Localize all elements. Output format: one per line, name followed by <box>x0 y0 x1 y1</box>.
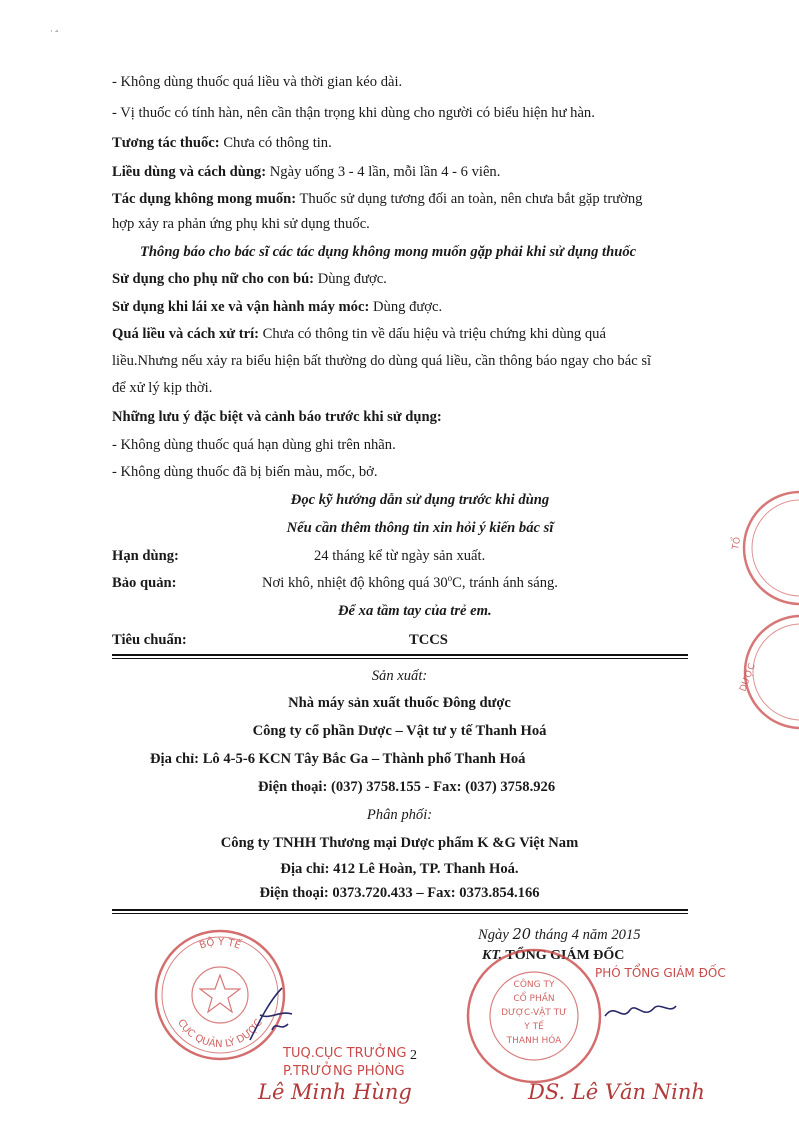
ask-doctor-note: Nếu cần thêm thông tin xin hỏi ý kiến bác sĩ <box>286 520 554 536</box>
left-sign-title-2: P.TRƯỞNG PHÒNG <box>283 1064 405 1079</box>
overdose-line <box>112 324 739 344</box>
storage-value <box>262 573 558 593</box>
date-prefix: Ngày <box>478 927 509 943</box>
bullet-cold-nature: - Vị thuốc có tính hàn, nên cần thận trọng khi dùng cho người có biểu hiện hư hàn. <box>112 105 595 121</box>
overdose-label: Quá liều và cách xử trí: <box>112 326 259 342</box>
side-effects-label: Tác dụng không mong muốn: <box>112 191 297 207</box>
divider-bottom <box>112 909 688 911</box>
distributor-phone: Điện thoại: 0373.720.433 – Fax: 0373.854.166 <box>259 885 540 901</box>
children-warning: Để xa tầm tay của trẻ em. <box>338 603 492 619</box>
deputy-director-title: PHÓ TỔNG GIÁM ĐỐC <box>595 966 726 980</box>
storage-value-b: C, tránh ánh sáng. <box>452 575 558 591</box>
distributor-company: Công ty TNHH Thương mại Dược phẩm K &G Việt Nam <box>220 835 579 851</box>
edge-stamp-top-icon <box>700 488 799 608</box>
director-prefix: KT. <box>482 948 503 963</box>
manufacturer-address: Địa chỉ: Lô 4-5-6 KCN Tây Bắc Ga – Thành phố Thanh Hoá <box>150 751 526 767</box>
date-month: 4 <box>571 927 579 943</box>
dosage-line <box>112 162 739 182</box>
date-year: năm 2015 <box>582 927 641 943</box>
dosage-label: Liều dùng và cách dùng: <box>112 164 267 180</box>
notify-doctor-note: Thông báo cho bác sĩ các tác dụng không mong muốn gặp phải khi sử dụng thuốc <box>140 244 637 260</box>
date-month-word: tháng <box>534 927 568 943</box>
manufacturer-heading: Sản xuất: <box>371 668 428 684</box>
side-effects-line <box>112 189 739 209</box>
driving-label: Sử dụng khi lái xe và vận hành máy móc: <box>112 299 370 315</box>
side-effects-value: Thuốc sử dụng tương đối an toàn, nên chưa bắt gặp trường <box>299 191 643 207</box>
divider-top-thin <box>112 658 688 659</box>
stamp-left-top-text: BỘ Y TẾ <box>198 936 242 952</box>
overdose-value: Chưa có thông tin về dấu hiệu và triệu chứng khi dùng quá <box>262 326 606 342</box>
warning-expired: - Không dùng thuốc quá hạn dùng ghi trên nhãn. <box>112 437 396 453</box>
interaction-line <box>112 133 739 153</box>
right-signature-icon <box>600 992 680 1032</box>
side-effects-value-cont: hợp xảy ra phản ứng phụ khi sử dụng thuốc. <box>112 216 370 232</box>
stamp-center-line-4: Y TẾ <box>524 1022 544 1032</box>
corner-mark: ˙ ˆ <box>50 29 59 39</box>
interaction-value: Chưa có thông tin. <box>223 135 332 151</box>
stamp-center-line-5: THANH HÓA <box>506 1036 562 1046</box>
svg-text:BỘ Y TẾ <box>198 935 243 952</box>
left-signature-icon <box>240 980 300 1050</box>
read-guide-note: Đọc kỹ hướng dẫn sử dụng trước khi dùng <box>290 492 550 508</box>
manufacturer-company: Công ty cổ phần Dược – Vật tư y tế Thanh Hoá <box>252 723 547 739</box>
divider-top <box>112 654 688 656</box>
stamp-center-line-3: DƯỢC-VẬT TƯ <box>501 1008 567 1018</box>
left-sign-name: Lê Minh Hùng <box>258 1080 412 1104</box>
stamp-left-bottom-text: CỤC QUẢN LÝ DƯỢC <box>175 1017 265 1051</box>
company-stamp-icon <box>463 945 605 1087</box>
distributor-heading: Phân phối: <box>366 807 433 823</box>
shelf-life-label: Hạn dùng: <box>112 548 179 564</box>
breastfeeding-label: Sử dụng cho phụ nữ cho con bú: <box>112 271 315 287</box>
edge-stamp-top-text: TỔ <box>731 536 744 551</box>
edge-stamp-bottom-icon <box>715 612 799 732</box>
manufacturer-phone: Điện thoại: (037) 3758.155 - Fax: (037) 3758.926 <box>258 779 556 795</box>
manufacturer-factory: Nhà máy sản xuất thuốc Đông dược <box>288 695 511 711</box>
right-sign-name: DS. Lê Văn Ninh <box>528 1080 705 1104</box>
driving-value: Dùng được. <box>372 299 443 315</box>
breastfeeding-value: Dùng được. <box>317 271 387 287</box>
overdose-value-cont-2: để xử lý kịp thời. <box>112 380 213 396</box>
overdose-value-cont-1: liều.Nhưng nếu xảy ra biểu hiện bất thường do dùng quá liều, cần thông báo ngay cho bác sĩ <box>112 353 652 369</box>
breastfeeding-line <box>112 269 739 289</box>
standard-label: Tiêu chuẩn: <box>112 632 187 648</box>
storage-label: Bảo quản: <box>112 575 177 591</box>
sign-date <box>478 925 641 945</box>
shelf-life-value: 24 tháng kể từ ngày sản xuất. <box>314 548 486 564</box>
storage-value-a: Nơi khô, nhiệt độ không quá 30 <box>262 575 448 591</box>
standard-value: TCCS <box>409 632 448 648</box>
edge-stamp-bottom-text: DƯỢC <box>738 662 758 694</box>
driving-line <box>112 297 739 317</box>
distributor-address: Địa chỉ: 412 Lê Hoàn, TP. Thanh Hoá. <box>280 861 519 877</box>
bullet-overdose: - Không dùng thuốc quá liều và thời gian kéo dài. <box>112 74 403 90</box>
warning-discolored: - Không dùng thuốc đã bị biến màu, mốc, bở. <box>112 464 378 480</box>
warnings-label: Những lưu ý đặc biệt và cảnh báo trước khi sử dụng: <box>112 409 442 425</box>
interaction-label: Tương tác thuốc: <box>112 135 220 151</box>
stamp-center-line-1: CÔNG TY <box>513 980 555 990</box>
date-day: 20 <box>512 926 532 943</box>
storage-degree: o <box>447 573 453 584</box>
stamp-center-line-2: CỔ PHẦN <box>513 994 555 1004</box>
left-sign-title-1: TUQ.CỤC TRƯỞNG <box>283 1046 407 1061</box>
page-number: 2 <box>410 1048 417 1063</box>
divider-bottom-thin <box>112 913 688 914</box>
director-name-title: TỔNG GIÁM ĐỐC <box>505 948 625 963</box>
dosage-value: Ngày uống 3 - 4 lần, mỗi lần 4 - 6 viên. <box>269 164 501 180</box>
